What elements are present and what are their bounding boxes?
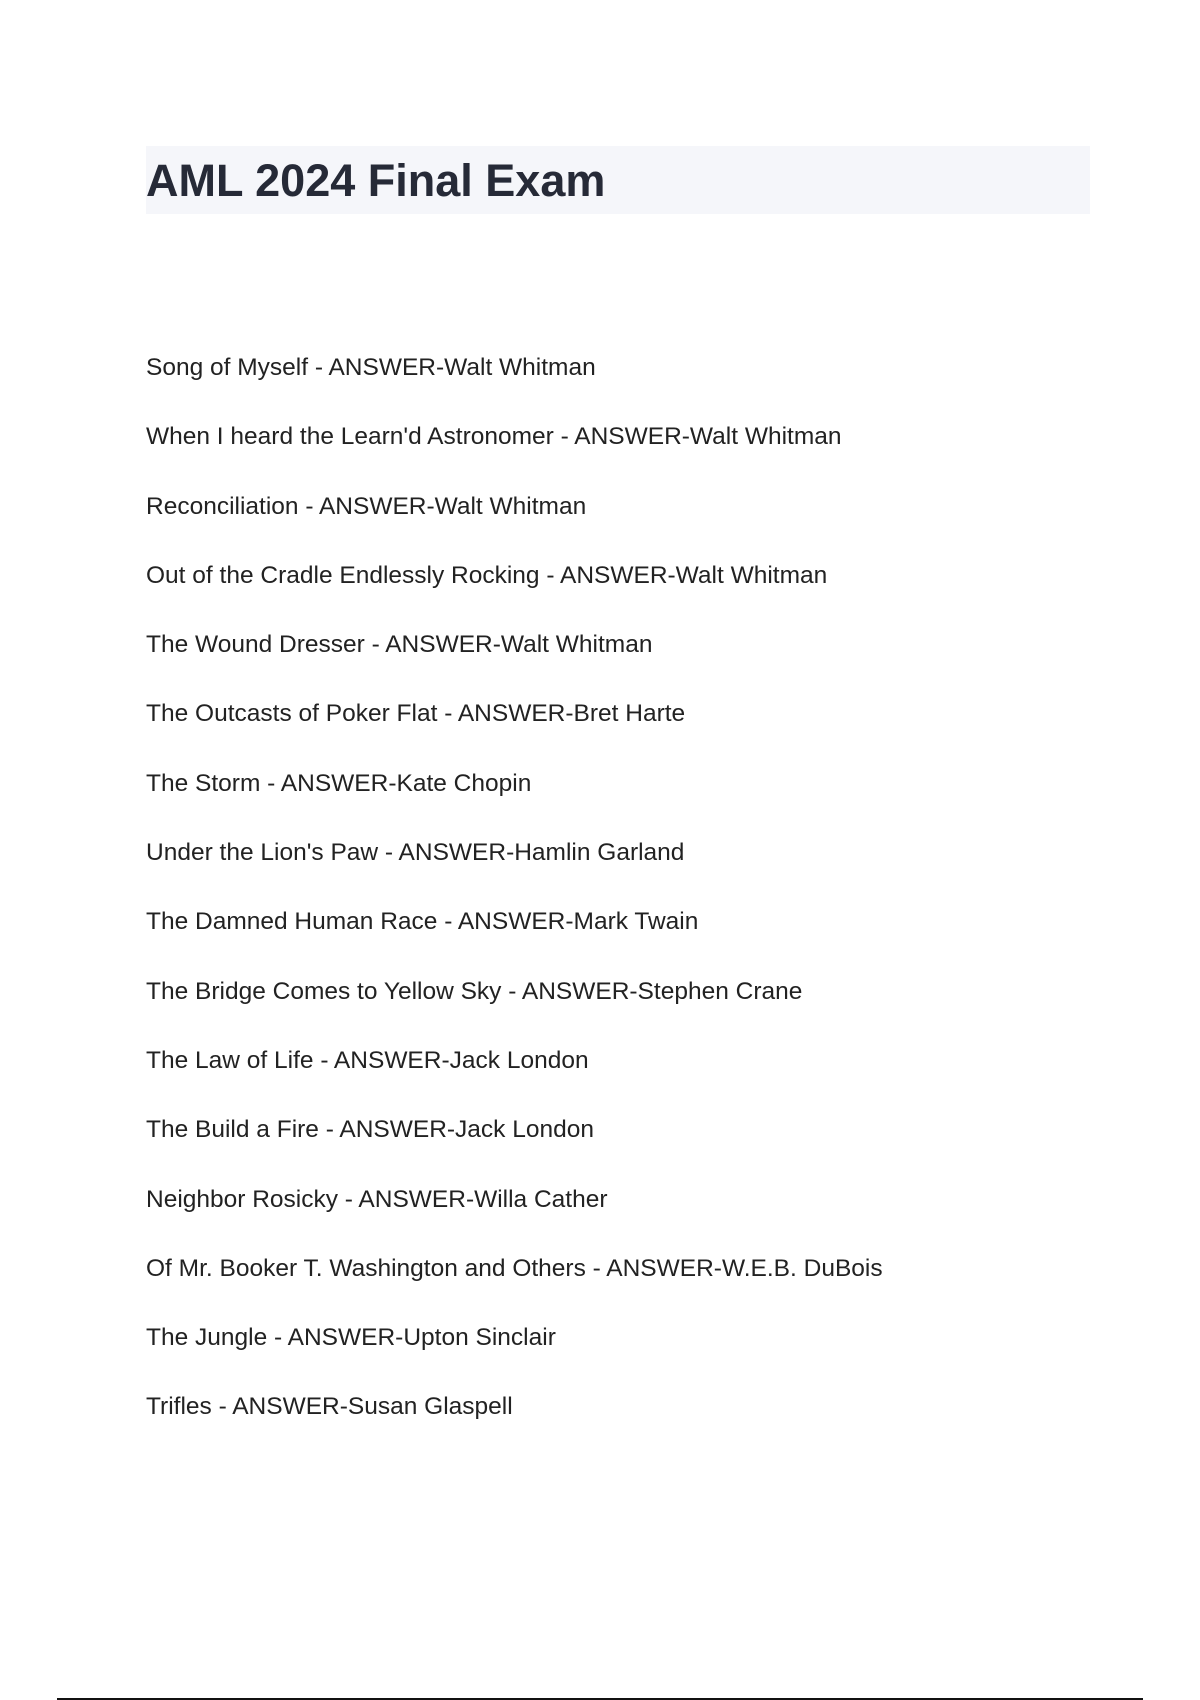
list-item: Under the Lion's Paw - ANSWER-Hamlin Garland (146, 839, 685, 867)
list-item: The Bridge Comes to Yellow Sky - ANSWER-Stephen Crane (146, 977, 803, 1005)
list-item: The Law of Life - ANSWER-Jack London (146, 1046, 589, 1074)
list-item: The Build a Fire - ANSWER-Jack London (146, 1116, 594, 1144)
list-item: The Storm - ANSWER-Kate Chopin (146, 769, 532, 797)
list-item: The Jungle - ANSWER-Upton Sinclair (146, 1324, 556, 1352)
list-item: Song of Myself - ANSWER-Walt Whitman (146, 354, 596, 381)
list-item: The Wound Dresser - ANSWER-Walt Whitman (146, 631, 653, 659)
list-item: The Damned Human Race - ANSWER-Mark Twain (146, 908, 699, 936)
page-title: AML 2024 Final Exam (146, 154, 606, 206)
question-answer-list (146, 348, 883, 1457)
list-item: Of Mr. Booker T. Washington and Others - ANSWER-W.E.B. DuBois (146, 1254, 883, 1282)
list-item: When I heard the Learn'd Astronomer - ANSWER-Walt Whitman (146, 423, 842, 451)
list-item: Neighbor Rosicky - ANSWER-Willa Cather (146, 1185, 608, 1213)
list-item: Reconciliation - ANSWER-Walt Whitman (146, 492, 587, 520)
title-banner (146, 146, 1090, 214)
list-item: The Outcasts of Poker Flat - ANSWER-Bret Harte (146, 700, 686, 728)
list-item: Trifles - ANSWER-Susan Glaspell (146, 1393, 513, 1421)
list-item: Out of the Cradle Endlessly Rocking - ANSWER-Walt Whitman (146, 561, 828, 589)
